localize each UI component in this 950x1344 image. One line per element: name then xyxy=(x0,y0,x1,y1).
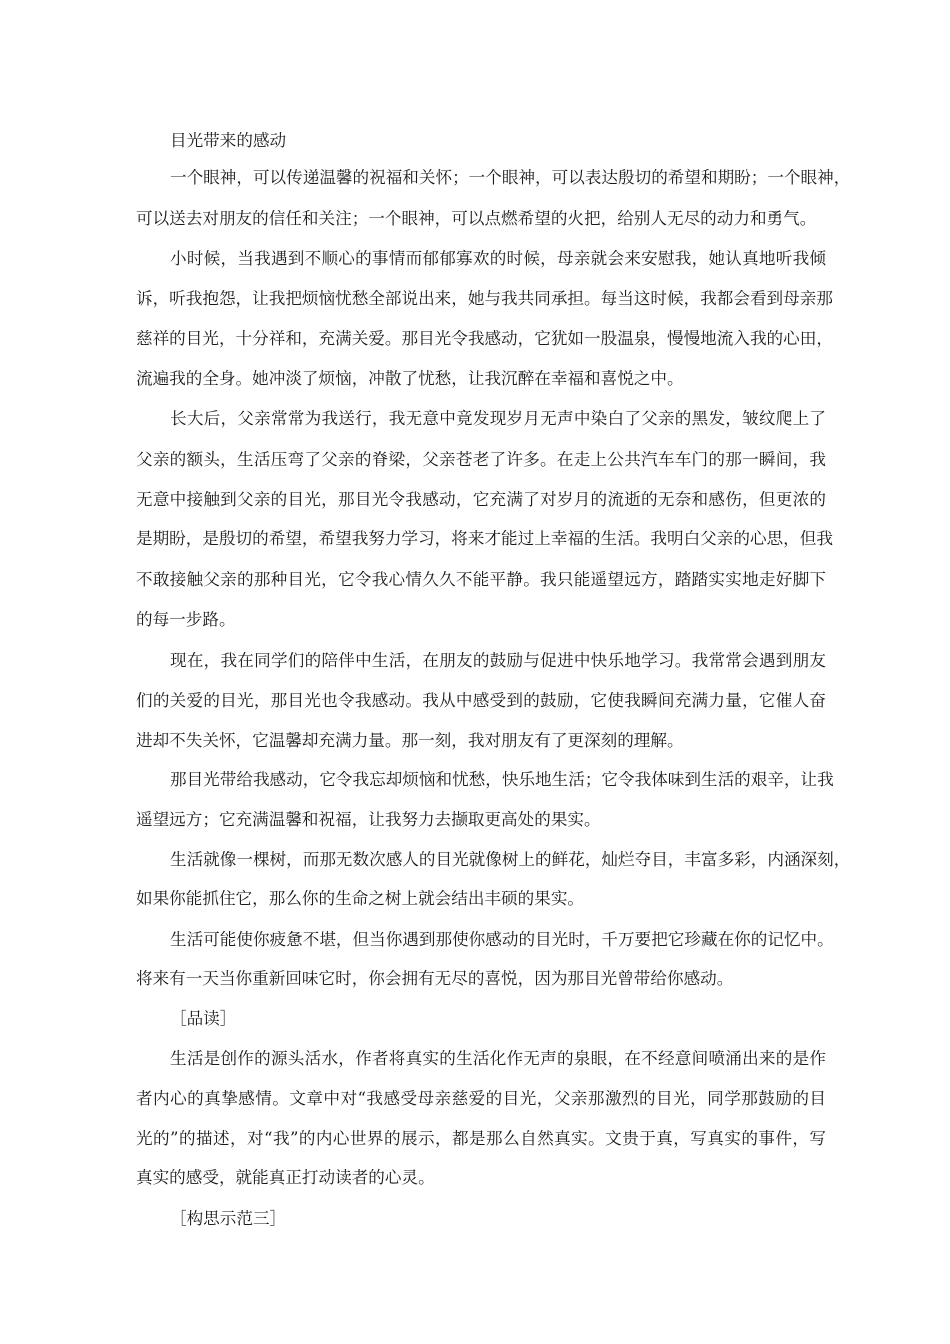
text-line: 慈祥的目光，十分祥和，充满关爱。那目光令我感动，它犹如一股温泉，慢慢地流入我的心田， xyxy=(136,329,833,348)
text-line: 光的”的描述，对“我”的内心世界的展示，都是那么自然真实。文贵于真，写真实的事件，写 xyxy=(136,1129,826,1148)
text-line: 无意中接触到父亲的目光，那目光令我感动，它充满了对岁月的流逝的无奈和感伤，但更浓的 xyxy=(136,490,826,509)
text-line: 的每一步路。 xyxy=(136,610,236,629)
text-line: 一个眼神，可以传递温馨的祝福和关怀；一个眼神，可以表达殷切的希望和期盼；一个眼神， xyxy=(170,168,851,187)
text-line: 如果你能抓住它，那么你的生命之树上就会结出丰硕的果实。 xyxy=(136,889,585,908)
text-line: 不敢接触父亲的那种目光，它令我心情久久不能平静。我只能遥望远方，踏踏实实地走好脚下 xyxy=(136,570,826,589)
text-line: 小时候，当我遇到不顺心的事情而郁郁寡欢的时候，母亲就会来安慰我，她认真地听我倾 xyxy=(170,249,826,268)
text-line: 遥望远方；它充满温馨和祝福，让我努力去撷取更高处的果实。 xyxy=(136,810,601,829)
text-line: 生活就像一棵树，而那无数次感人的目光就像树上的鲜花，灿烂夺目，丰富多彩，内涵深刻， xyxy=(170,850,851,869)
text-line: 长大后，父亲常常为我送行，我无意中竟发现岁月无声中染白了父亲的黑发，皱纹爬上了 xyxy=(170,409,826,428)
text-line: 现在，我在同学们的陪伴中生活，在朋友的鼓励与促进中快乐地学习。我常常会遇到朋友 xyxy=(170,651,826,670)
text-line: 流遍我的全身。她冲淡了烦恼，冲散了忧愁，让我沉醉在幸福和喜悦之中。 xyxy=(136,369,684,388)
text-line: 生活可能使你疲惫不堪，但当你遇到那使你感动的目光时，千万要把它珍藏在你的记忆中。 xyxy=(170,930,834,949)
text-line: 可以送去对朋友的信任和关注；一个眼神，可以点燃希望的火把，给别人无尽的动力和勇气。 xyxy=(136,209,817,228)
text-line: 生活是创作的源头活水，作者将真实的生活化作无声的泉眼，在不经意间喷涌出来的是作 xyxy=(170,1049,826,1068)
text-line: 父亲的额头，生活压弯了父亲的脊梁，父亲苍老了许多。在走上公共汽车车门的那一瞬间，我 xyxy=(136,450,826,469)
text-line: ［构思示范三］ xyxy=(170,1209,287,1228)
text-line: 们的关爱的目光，那目光也令我感动。我从中感受到的鼓励，它使我瞬间充满力量，它催人奋 xyxy=(136,691,826,710)
text-line: 是期盼，是殷切的希望，希望我努力学习，将来才能过上幸福的生活。我明白父亲的心思，但我 xyxy=(136,529,833,548)
text-line: 者内心的真挚感情。文章中对“我感受母亲慈爱的目光，父亲那激烈的目光，同学那鼓励的目 xyxy=(136,1089,826,1108)
essay-title: 目光带来的感动 xyxy=(170,131,287,150)
text-line: ［品读］ xyxy=(170,1009,237,1028)
text-line: 将来有一天当你重新回味它时，你会拥有无尽的喜悦，因为那目光曾带给你感动。 xyxy=(136,969,734,988)
text-line: 进却不失关怀，它温馨却充满力量。那一刻，我对朋友有了更深刻的理解。 xyxy=(136,731,684,750)
text-line: 诉，听我抱怨，让我把烦恼忧愁全部说出来，她与我共同承担。每当这时候，我都会看到母亲那 xyxy=(136,289,833,308)
text-line: 真实的感受，就能真正打动读者的心灵。 xyxy=(136,1168,435,1187)
text-line: 那目光带给我感动，它令我忘却烦恼和忧愁，快乐地生活；它令我体味到生活的艰辛，让我 xyxy=(170,770,834,789)
